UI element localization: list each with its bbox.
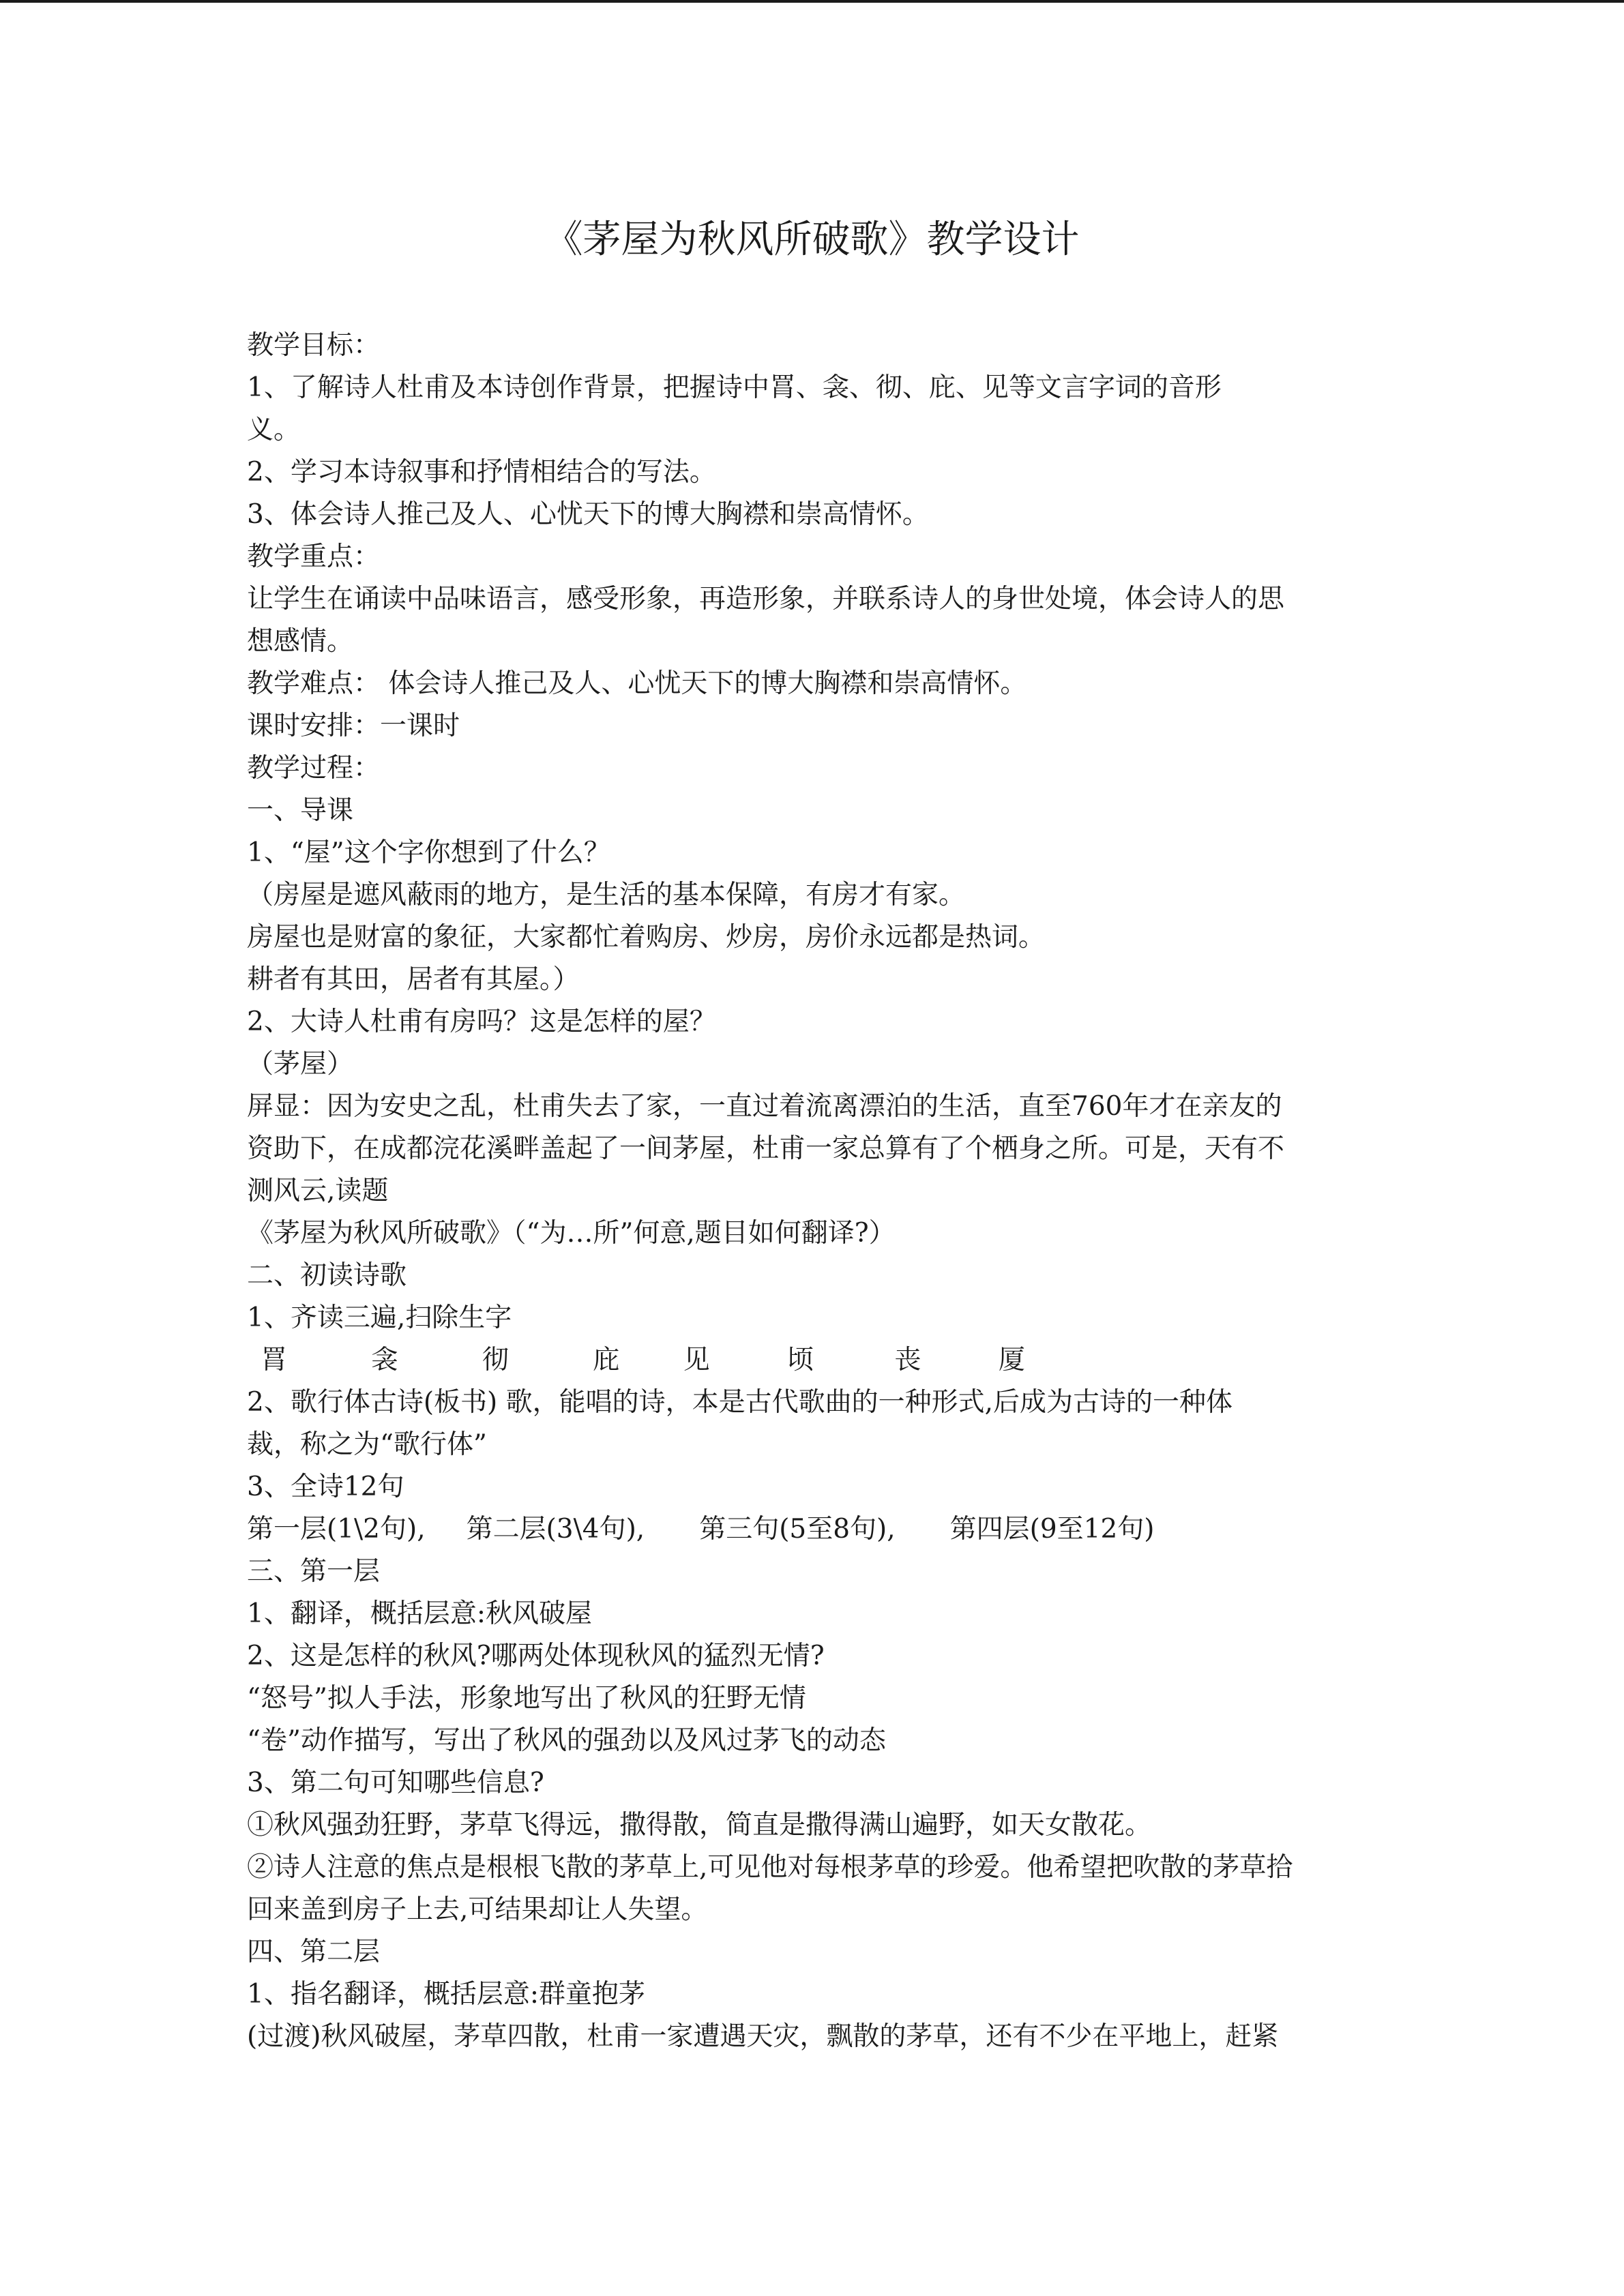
text-line: 回来盖到房子上去,可结果却让人失望。 [247, 1894, 708, 1925]
text-line: 1、齐读三遍,扫除生字 [247, 1302, 512, 1333]
page-top-border [0, 0, 1624, 3]
text-line: 教学目标： [247, 330, 381, 361]
document-body [247, 325, 1379, 2058]
text-line: 3、全诗12句 [247, 1472, 404, 1502]
text-line: 教学难点： 体会诗人推己及人、心忧天下的博大胸襟和崇高情怀。 [247, 668, 1027, 699]
text-line: (过渡)秋风破屋，茅草四散，杜甫一家遭遇天灾，飘散的茅草，还有不少在平地上，赶紧 [247, 2021, 1279, 2052]
text-line: 《茅屋为秋风所破歌》（“为…所”何意,题目如何翻译?） [247, 1218, 896, 1249]
text-line: 教学过程： [247, 753, 381, 784]
text-line: 裁，称之为“歌行体” [247, 1429, 487, 1460]
vocab-char: 庇 [593, 1345, 620, 1375]
text-line: ①秋风强劲狂野，茅草飞得远，撒得散，简直是撒得满山遍野，如天女散花。 [247, 1810, 1152, 1840]
text-line: 资助下，在成都浣花溪畔盖起了一间茅屋，杜甫一家总算有了个栖身之所。可是，天有不 [247, 1133, 1285, 1164]
text-line: 2、大诗人杜甫有房吗？这是怎样的屋？ [247, 1007, 716, 1037]
vocab-char: 彻 [482, 1345, 509, 1375]
text-line: 3、第二句可知哪些信息? [247, 1768, 544, 1798]
text-line: （房屋是遮风蔽雨的地方，是生活的基本保障，有房才有家。 [247, 880, 966, 910]
text-line: 课时安排：一课时 [247, 711, 460, 741]
text-line: 想感情。 [247, 626, 354, 657]
text-line: “怒号”拟人手法，形象地写出了秋风的狂野无情 [247, 1683, 806, 1714]
text-line: （茅屋） [247, 1049, 354, 1079]
text-line: ②诗人注意的焦点是根根飞散的茅草上,可见他对每根茅草的珍爱。他希望把吹散的茅草拾 [247, 1852, 1293, 1883]
section-heading: 四、第二层 [247, 1937, 381, 1967]
text-line: 2、这是怎样的秋风?哪两处体现秋风的猛烈无情? [247, 1641, 825, 1671]
text-line: 教学重点： [247, 541, 381, 572]
section-heading: 二、初读诗歌 [247, 1260, 407, 1291]
text-line: 测风云,读题 [247, 1176, 389, 1206]
vocab-char: 丧 [894, 1345, 921, 1375]
text-line: 义。 [247, 415, 301, 445]
vocab-char: 顷 [787, 1345, 814, 1375]
layer-item: 第四层(9至12句) [949, 1514, 1155, 1545]
vocab-char: 见 [683, 1345, 710, 1375]
section-heading: 一、导课 [247, 795, 354, 826]
vocabulary-row [247, 1339, 1379, 1382]
text-line: 1、“屋”这个字你想到了什么？ [247, 837, 610, 868]
vocab-char: 罥 [261, 1345, 288, 1375]
text-line: 2、学习本诗叙事和抒情相结合的写法。 [247, 457, 716, 488]
text-line: 耕者有其田，居者有其屋。） [247, 964, 580, 995]
text-line: 1、指名翻译，概括层意:群童抱茅 [247, 1979, 645, 2010]
layer-item: 第三句(5至8句), [699, 1514, 896, 1545]
text-line: 3、体会诗人推己及人、心忧天下的博大胸襟和崇高情怀。 [247, 499, 929, 530]
text-line: 1、翻译，概括层意:秋风破屋 [247, 1598, 592, 1629]
text-line: 2、歌行体古诗(板书) 歌，能唱的诗，本是古代歌曲的一种形式,后成为古诗的一种体 [247, 1387, 1233, 1418]
text-line: “卷”动作描写，写出了秋风的强劲以及风过茅飞的动态 [247, 1725, 886, 1756]
text-line: 1、了解诗人杜甫及本诗创作背景，把握诗中罥、衾、彻、庇、见等文言字词的音形 [247, 372, 1222, 403]
text-line: 让学生在诵读中品味语言，感受形象，再造形象，并联系诗人的身世处境，体会诗人的思 [247, 584, 1285, 614]
page-title: 《茅屋为秋风所破歌》教学设计 [544, 218, 1080, 262]
text-line: 屏显：因为安史之乱，杜甫失去了家，一直过着流离漂泊的生活，直至760年才在亲友的 [247, 1091, 1282, 1122]
vocab-char: 厦 [998, 1345, 1025, 1375]
section-heading: 三、第一层 [247, 1556, 381, 1587]
vocab-char: 衾 [371, 1345, 398, 1375]
layers-row [247, 1508, 1379, 1551]
layer-item: 第一层(1\2句), [247, 1514, 426, 1545]
text-line: 房屋也是财富的象征，大家都忙着购房、炒房，房价永远都是热词。 [247, 922, 1046, 953]
layer-item: 第二层(3\4句), [466, 1514, 645, 1545]
